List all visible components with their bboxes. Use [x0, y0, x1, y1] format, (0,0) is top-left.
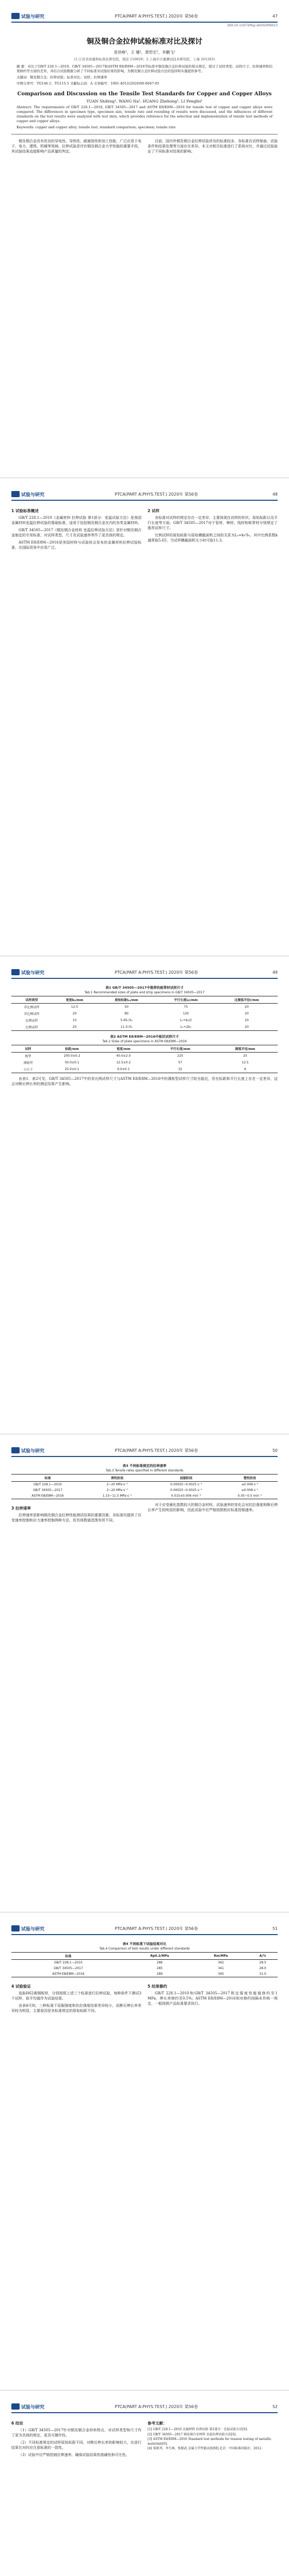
- keywords-cn: 关键词：铜及铜合金；拉伸试验；标准对比；试样；拉伸速率: [17, 75, 107, 79]
- page-number: 50: [272, 1448, 278, 1453]
- table-header-cell: 屈服阶段: [180, 1477, 192, 1480]
- table-cell: 20: [245, 1012, 249, 1015]
- journal-issue-line: PTCA(PART A:PHYS.TEST.) 2020年 第56卷: [115, 2404, 198, 2409]
- table-1: [11, 996, 278, 1031]
- page-number: 51: [272, 1926, 278, 1931]
- body-columns: [11, 2417, 278, 2460]
- page-header: [11, 2401, 278, 2413]
- table-caption: 表3 不同标准规定的拉伸速率: [122, 1464, 167, 1468]
- table-cell: 小尺寸: [23, 1068, 33, 1072]
- table-row: [11, 1960, 278, 1966]
- body-paragraph: GB/T 34505—2017《铜及铜合金材料 室温拉伸试验方法》是针对铜及铜合金制定的专用标准，对试样类型、尺寸及试验速率等作了更具体的规定。: [11, 528, 141, 537]
- table-header-cell: 圆弧半径/mm: [235, 1047, 255, 1051]
- table-row: [11, 1971, 278, 1977]
- page-header: [11, 1923, 278, 1935]
- table-cell: 20: [72, 1025, 77, 1029]
- body-paragraph: （1）GB/T 34505—2017针对铜及铜合金材料特点，对试样类型和尺寸作了更为具体的规定，更具可操作性。: [11, 2428, 141, 2437]
- table-header-cell: 平行长度Lc/mm: [174, 998, 198, 1002]
- body-paragraph: 各标准对试样的规定存在一定差异，主要体现在试样的形状、原始标距以及平行长度等方面。GB/T 34505—2017对于管材、棒材、线材和板带材分别规定了推荐试样尺寸。: [148, 516, 278, 530]
- table-cell: 25.0±0.1: [65, 1067, 79, 1071]
- table-row: [11, 1965, 278, 1971]
- journal-logo: [11, 1925, 44, 1932]
- table-caption-en: Tab.3 Tensile rates specified in different standards: [105, 1469, 184, 1472]
- table-cell: 12.5: [71, 1005, 78, 1009]
- body-columns: [11, 139, 278, 156]
- table-cell: GB/T 34505—2017: [33, 1488, 62, 1492]
- journal-issue-line: PTCA(PART A:PHYS.TEST.) 2020年 第56卷: [115, 1448, 198, 1453]
- page-number: 48: [272, 492, 278, 497]
- journal-logo-icon: [11, 969, 20, 975]
- page-1: [0, 0, 289, 478]
- table-cell: 120: [183, 1012, 189, 1015]
- reference-item: [2] GB/T 34505—2017 铜及铜合金材料 室温拉伸试验方法[S].: [148, 2432, 237, 2436]
- journal-issue-line: PTCA(PART A:PHYS.TEST.) 2020年 第56卷: [115, 1926, 198, 1931]
- reference-item: [3] ASTM E8/E8M—2016 Standard test methods for tension testing of metallic materials[S].: [148, 2437, 271, 2446]
- references-heading: 参考文献：: [148, 2421, 167, 2426]
- table-header-cell: 标距/mm: [65, 1047, 79, 1051]
- journal-logo-icon: [11, 2403, 20, 2410]
- body-columns: [11, 1502, 278, 1525]
- table-header-cell: Rp0.2/MPa: [150, 1954, 169, 1958]
- table-cell: 345: [218, 1972, 224, 1976]
- table-cell: 12.5±0.2: [116, 1061, 131, 1064]
- table-cell: 80: [124, 1012, 129, 1015]
- body-columns: [11, 1980, 278, 2015]
- table-caption: 表1 GB/T 34505—2017中推荐的板带材试样尺寸: [105, 986, 184, 990]
- table-cell: 2~20 MPa·s⁻¹: [106, 1483, 128, 1486]
- table-row: [11, 1066, 278, 1073]
- table-caption-en: Tab.4 Comparison of test results under different standards: [99, 1947, 190, 1951]
- journal-logo: [11, 969, 44, 976]
- article-authors: 袁世峰¹，王 娜²，黄哲宏¹，李鹏飞¹: [114, 50, 175, 55]
- table-header-cell: 塑性阶段: [244, 1477, 256, 1480]
- journal-section: 试验与研究: [21, 970, 45, 976]
- journal-logo: [11, 491, 44, 498]
- table-cell: ≤0.008 s⁻¹: [241, 1488, 259, 1492]
- table-cell: 225: [177, 1054, 183, 1058]
- classification-line: 中图分类号：TG146.1；TG115.5 文献标志码：A 文章编号：1001-4012(2020)06-0047-05: [17, 81, 159, 86]
- table-row: [11, 1059, 278, 1066]
- table-cell: 20: [245, 1025, 249, 1029]
- journal-section: 试验与研究: [21, 2404, 45, 2410]
- table-header-cell: 标准: [44, 1477, 51, 1480]
- table-cell: 6: [244, 1067, 246, 1071]
- reference-item: [4] 梁新邦，李久林，张振武.金属力学性能试验[M].北京：中国标准出版社，2012.: [148, 2447, 263, 2450]
- table-cell: 40.0±2.0: [116, 1054, 131, 1058]
- table-cell: 50: [124, 1005, 129, 1009]
- table-header-cell: 宽度b₀/mm: [66, 998, 84, 1002]
- section-heading: 6 结论: [11, 2421, 23, 2426]
- table-header-cell: 弹性阶段: [111, 1477, 124, 1480]
- article-affiliation: (1.江苏省质量和标准化研究院，南京 210029；2.上海市计量测试技术研究院，上海 201203): [74, 57, 215, 61]
- table-cell: 比例试样: [25, 1019, 38, 1023]
- page-header: [11, 967, 278, 979]
- table-cell: 0.015±0.006 min⁻¹: [171, 1494, 201, 1498]
- table-cell: 31.0: [259, 1972, 266, 1976]
- table-row: [11, 1493, 278, 1499]
- table-cell: GB/T 228.1—2010: [34, 1483, 62, 1486]
- table-cell: 25: [243, 1054, 247, 1058]
- table-header-cell: A/%: [259, 1954, 266, 1958]
- page-3: [0, 956, 289, 1434]
- table-cell: 比例试样: [25, 1026, 38, 1029]
- table-caption: 表4 不同标准下试验结果对比: [122, 1942, 167, 1946]
- page-2: [0, 478, 289, 956]
- table-header-cell: Rm/MPa: [214, 1954, 228, 1958]
- table-cell: 285: [156, 1967, 163, 1970]
- table-cell: 10: [72, 1019, 77, 1022]
- body-paragraph: 拉伸速率是影响铜及铜合金拉伸性能测试结果的重要因素。各标准均提供了应变速率控制和应力速率控制两种方法，但具体数值范围有所不同。: [11, 1513, 141, 1522]
- table-row: [11, 1010, 278, 1017]
- table-header-cell: 原始标距L₀/mm: [115, 998, 138, 1002]
- table-cell: 75: [184, 1005, 188, 1009]
- table-row: [11, 1024, 278, 1031]
- section-heading: 5 结果修约: [148, 1984, 167, 1989]
- journal-logo: [11, 1447, 44, 1454]
- journal-logo: [11, 2403, 44, 2410]
- journal-section: 试验与研究: [21, 14, 45, 20]
- table-cell: 200.0±0.2: [63, 1054, 81, 1058]
- page-number: 47: [272, 13, 278, 19]
- journal-issue-line: PTCA(PART A:PHYS.TEST.) 2020年 第56卷: [115, 970, 198, 975]
- page-number: 52: [272, 2404, 278, 2409]
- table-header-row: [11, 1475, 278, 1482]
- table-cell: 11.3√S₀: [120, 1025, 133, 1029]
- table-cell: ≤0.008 s⁻¹: [241, 1483, 259, 1486]
- table-row: [11, 1053, 278, 1060]
- table-row: [11, 1487, 278, 1493]
- table-cell: 1.15~11.5 MPa·s⁻¹: [102, 1494, 132, 1498]
- body-columns: [11, 505, 278, 552]
- table-cell: 341: [218, 1967, 224, 1970]
- table-cell: 0.00025~0.0025 s⁻¹: [170, 1488, 202, 1492]
- journal-issue-line: PTCA(PART A:PHYS.TEST.) 2020年 第56卷: [115, 13, 198, 19]
- journal-section: 试验与研究: [21, 1926, 45, 1932]
- page-number: 49: [272, 970, 278, 975]
- table-header-cell: 宽度/mm: [116, 1047, 131, 1051]
- table-caption-en: Tab.1 Recommended sizes of plate and strip specimens in GB/T 34505—2017: [84, 991, 205, 994]
- body-paragraph: ASTM E8/E8M—2016是美国材料与试验协会发布的金属材料拉伸试验标准，在国际贸易中应用广泛。: [11, 540, 141, 550]
- body-paragraph: GB/T 228.1—2010和GB/T 34505—2017规定强度性能值修约至1 MPa，伸长率修约至0.5%；ASTM E8/E8M—2016则对修约间隔未作统一规定，一般按照产品标准要求执行。: [148, 1991, 278, 2006]
- table-2: [11, 1045, 278, 1073]
- body-paragraph: GB/T 228.1—2010《金属材料 拉伸试验 第1部分：室温试验方法》是我国金属材料室温拉伸试验的基础标准，适用于包括铜及铜合金在内的各类金属材料。: [11, 516, 141, 525]
- journal-section: 试验与研究: [21, 492, 45, 498]
- table-header-cell: 平行长度/mm: [170, 1047, 190, 1051]
- table-cell: 20: [72, 1012, 77, 1015]
- table-cell: ASTM E8/E8M—2016: [52, 1972, 85, 1976]
- table-row: [11, 1004, 278, 1011]
- table-row: [11, 1017, 278, 1024]
- page-6: [0, 2391, 289, 2576]
- table-cell: 0.00025~0.0025 s⁻¹: [170, 1483, 202, 1486]
- table-cell: 板型: [25, 1055, 31, 1058]
- table-caption: 表2 ASTM E8/E8M—2016中板状试样尺寸: [110, 1035, 179, 1039]
- section-heading: 2 试样: [148, 509, 159, 513]
- table-cell: 2~20 MPa·s⁻¹: [106, 1488, 128, 1492]
- table-cell: 50.0±0.1: [65, 1061, 79, 1064]
- body-paragraph: 比例试样的原始标距与原始横截面积之间的关系为L₀=k√S₀，其中比例系数k通常取5.65，当试样横截面积太小时可取11.3。: [148, 533, 278, 543]
- table-header-cell: 过渡弧半径r/mm: [234, 998, 259, 1002]
- keywords-en: Keywords: copper and copper alloy; tensile test; standard comparison; specimen; tensile rate: [17, 125, 176, 129]
- page-4: [0, 1434, 289, 1912]
- table-cell: 32: [178, 1067, 183, 1071]
- table-header-row: [11, 996, 278, 1004]
- table-cell: 57: [178, 1061, 183, 1064]
- table-cell: 5.65√S₀: [120, 1019, 133, 1022]
- table-header-cell: 试样: [25, 1047, 31, 1051]
- body-paragraph: 由表1、表2可见，GB/T 34505—2017中的非比例试样尺寸与ASTM E8/E8M—2016中的薄板型试样尺寸较为接近，但在标距和平行长度上存在一定差异，这会对断后伸长率的测定结果产生影响。: [11, 1077, 278, 1086]
- page-header: [11, 488, 278, 501]
- table-3: [11, 1474, 278, 1499]
- section-heading: 4 试验验证: [11, 1984, 31, 1989]
- doi-line: DOI:10.11973/lhjy-wl202006013: [227, 24, 278, 27]
- article-title-en: Comparison and Discussion on the Tensile Test Standards for Copper and Copper Alloys: [17, 91, 272, 97]
- table-row: [11, 1482, 278, 1488]
- table-cell: 286: [156, 1961, 163, 1964]
- table-4: [11, 1952, 278, 1977]
- table-cell: 0.05~0.5 min⁻¹: [237, 1494, 262, 1498]
- table-cell: 20: [245, 1005, 249, 1009]
- journal-logo-icon: [11, 1447, 20, 1453]
- body-paragraph: （2）不同标准规定的试样原始标距不同，对断后伸长率的影响较大，在进行结果比对时应注意标准的一致性。: [11, 2441, 141, 2450]
- article-title: 铜及铜合金拉伸试验标准对比及探讨: [87, 38, 202, 46]
- body-paragraph: （3）试验中应严格控制拉伸速率，确保试验结果的准确性和可比性。: [19, 2453, 130, 2457]
- page-header: [11, 10, 278, 23]
- table-cell: 非比例试样: [24, 1006, 40, 1009]
- references: [148, 2417, 278, 2460]
- section-heading: 1 试验标准概述: [11, 509, 39, 513]
- table-header-row: [11, 1045, 278, 1053]
- body-paragraph: 由表4可知，三种标准下屈服强度和抗拉强度结果差异较小，而断后伸长率差异较为明显，主要原因是各标准规定的原始标距不同。: [11, 2004, 141, 2013]
- abstract-cn: 摘 要：对比了GB/T 228.1—2010、GB/T 34505—2017和ASTM E8/E8M—2016等标准中铜及铜合金拉伸试验的相关规定，探讨了试样类型、试样尺寸、拉伸速率和结果修约等方面的差异，并结合试验数据分析了不同标准对试验结果的影响，为铜及铜合金拉伸试验方法的选择和实施提供参考。: [17, 64, 272, 73]
- abstract-en: Abstract: The requirements of GB/T 228.1—2010, GB/T 34505—2017 and ASTM E8/E8M—2016 for tensile test of copper and copper alloys were compared. The differences in specimen type, specimen size, tensile rate and rounding of results were discussed, and the influences of different standards on the test results were analyzed with test data, which provides reference for the selection and implementation of tensile test methods of copper and copper alloys.: [17, 105, 272, 123]
- journal-issue-line: PTCA(PART A:PHYS.TEST.) 2020年 第56卷: [115, 492, 198, 497]
- table-cell: GB/T 228.1—2010: [54, 1961, 83, 1964]
- page-header: [11, 1445, 278, 1457]
- table-cell: L₀+2b₀: [180, 1025, 191, 1029]
- body-paragraph: 对于应变硬化指数较大的铜合金材料，试验速率的变化会对抗拉强度和断后伸长率产生较明显的影响，因此试验中应严格按照相应标准控制速率。: [148, 1503, 278, 1512]
- journal-logo-icon: [11, 491, 20, 497]
- page-5: [0, 1912, 289, 2391]
- body-paragraph: 目前，国内外铜及铜合金拉伸试验涉及的标准较多，各标准在试样制备、试验条件和结果处理等方面存在差异。本文对相关标准进行了系统对比，并通过试验验证了不同标准对结果的影响。: [148, 139, 278, 154]
- journal-logo-icon: [11, 1925, 20, 1931]
- table-cell: GB/T 34505—2017: [54, 1967, 83, 1970]
- reference-item: [1] GB/T 228.1—2010 金属材料 拉伸试验 第1部分：室温试验方法[S].: [148, 2428, 248, 2431]
- journal-section: 试验与研究: [21, 1448, 45, 1454]
- table-cell: 342: [218, 1961, 224, 1964]
- table-cell: 6.0±0.1: [117, 1067, 130, 1071]
- article-authors-en: YUAN Shifeng¹, WANG Na², HUANG Zhehong¹, LI Pengfei¹: [86, 99, 203, 104]
- table-cell: 12.5: [242, 1061, 249, 1064]
- table-cell: 薄板型: [23, 1061, 33, 1065]
- body-paragraph: 铜及铜合金具有优良的导电性、导热性、耐腐蚀性和加工性能，广泛应用于电子、电力、建筑、机械等领域。拉伸试验是评价铜及铜合金力学性能的重要手段，其试验结果直接影响产品质量的判定。: [11, 139, 141, 154]
- table-cell: 28.5: [259, 1961, 266, 1964]
- table-cell: ASTM E8/E8M—2016: [31, 1494, 64, 1498]
- journal-logo: [11, 13, 44, 20]
- table-cell: 非比例试样: [24, 1012, 40, 1016]
- table-caption-en: Tab.2 Sizes of plate specimens in ASTM E8/E8M—2016: [102, 1040, 187, 1043]
- body-paragraph: 选取H62黄铜板材，分别按照上述三个标准进行拉伸试验，每种条件下测试3个试样，取平均值作为试验结果。: [11, 1991, 141, 2001]
- journal-logo-icon: [11, 13, 20, 19]
- section-heading: 3 拉伸速率: [11, 1506, 31, 1511]
- table-cell: 289: [156, 1972, 163, 1976]
- table-header-row: [11, 1953, 278, 1960]
- table-cell: L₀+b₀/2: [180, 1019, 192, 1022]
- table-cell: 28.0: [259, 1967, 266, 1970]
- table-header-cell: 标准: [65, 1955, 72, 1958]
- table-cell: 20: [245, 1019, 249, 1022]
- table-header-cell: 试样类型: [25, 998, 38, 1002]
